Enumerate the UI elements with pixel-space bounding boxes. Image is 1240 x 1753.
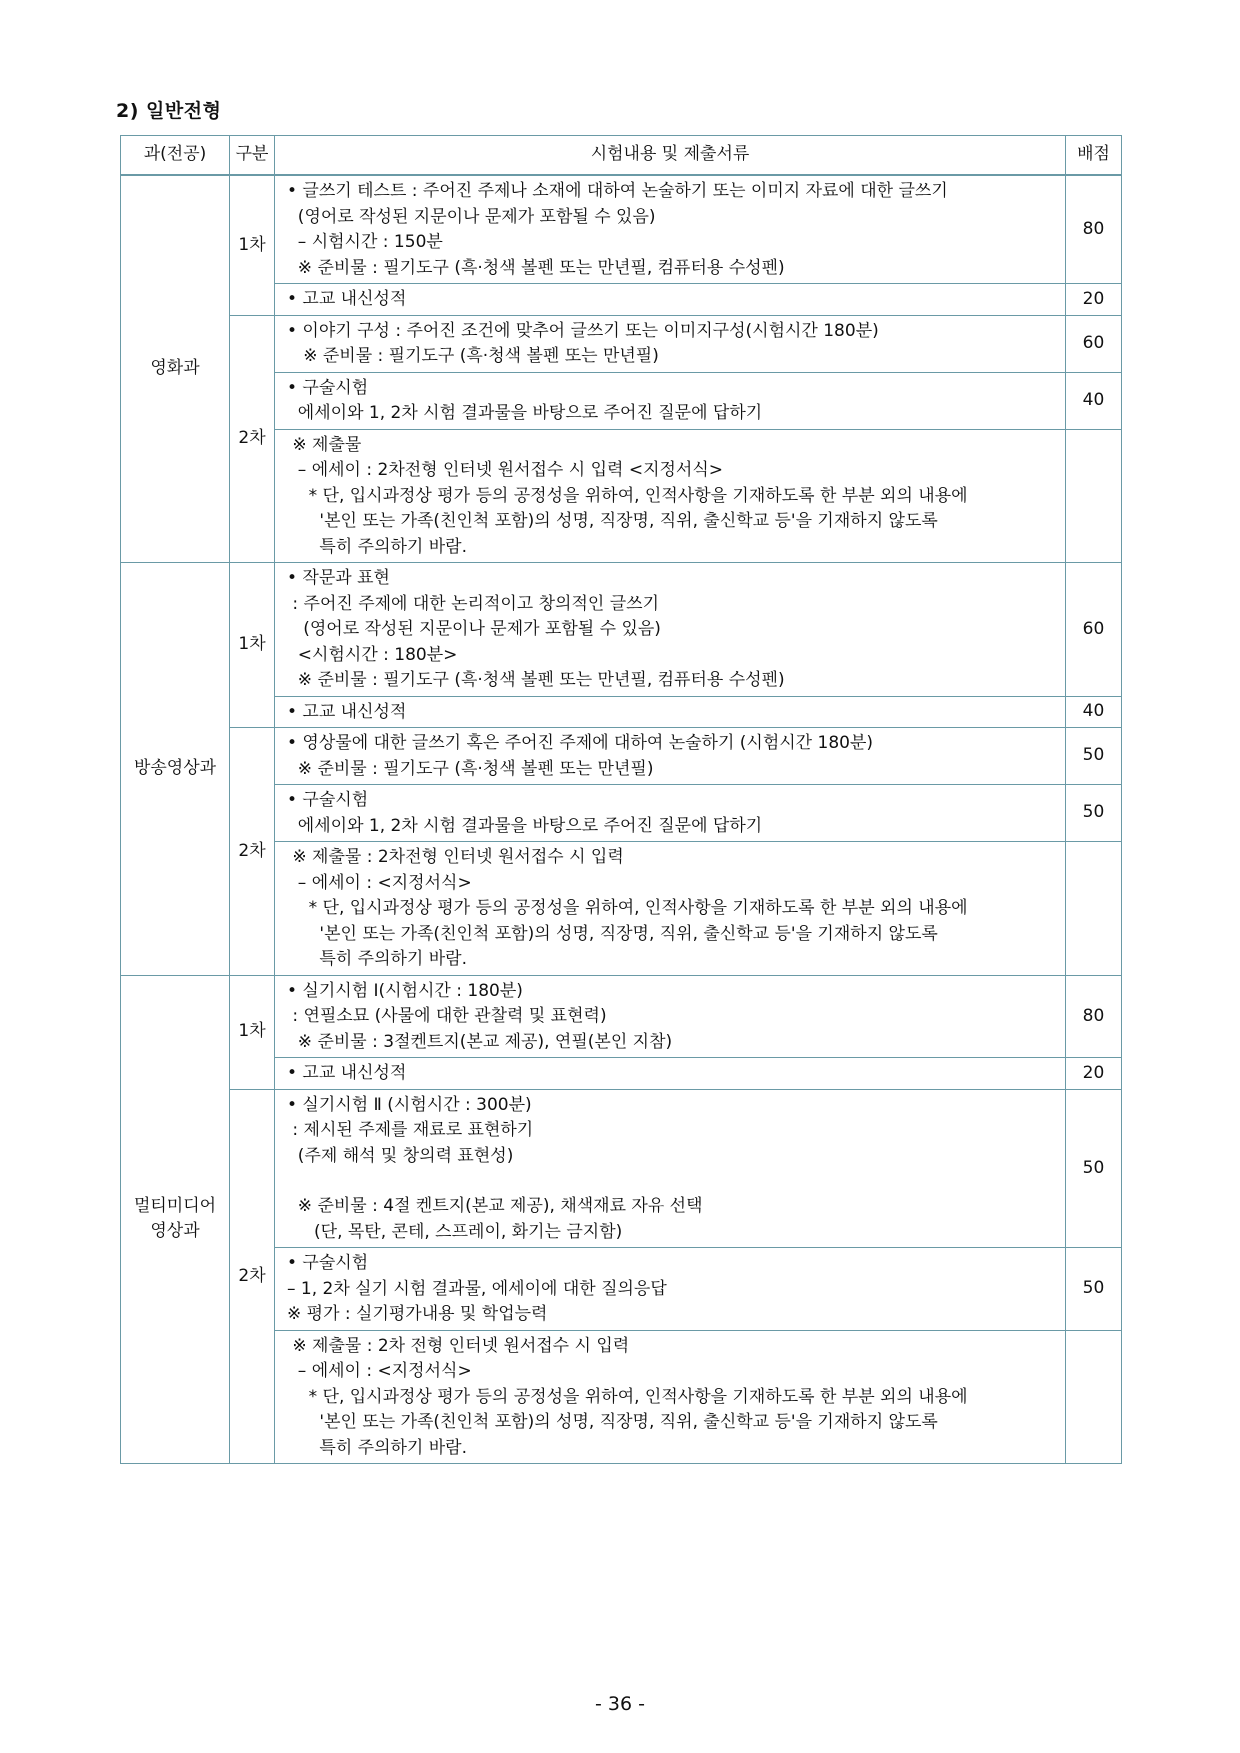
content-line: (단, 목탄, 콘테, 스프레이, 화기는 금지함) bbox=[287, 1221, 623, 1242]
content-line: • 영상물에 대한 글쓰기 혹은 주어진 주제에 대하여 논술하기 (시험시간 180분) bbox=[287, 733, 874, 753]
score-cell: 60 bbox=[1066, 563, 1122, 697]
department-cell: 멀티미디어 영상과 bbox=[121, 975, 230, 1464]
content-line: – 에세이 : <지정서식> bbox=[287, 1361, 472, 1381]
content-line: 에세이와 1, 2차 시험 결과물을 바탕으로 주어진 질문에 답하기 bbox=[287, 815, 763, 836]
score-cell: 80 bbox=[1066, 975, 1122, 1058]
content-cell bbox=[275, 315, 1066, 372]
content-cell bbox=[275, 1089, 1066, 1248]
content-line: (영어로 작성된 지문이나 문제가 포함될 수 있음) bbox=[287, 619, 661, 639]
content-line: • 실기시험 Ⅱ (시험시간 : 300분) bbox=[287, 1094, 532, 1115]
content-line: ※ 제출물 bbox=[287, 434, 362, 455]
content-line: '본인 또는 가족(친인척 포함)의 성명, 직장명, 직위, 출신학교 등'을 기재하지 않도록 bbox=[287, 923, 938, 944]
content-cell bbox=[275, 563, 1066, 697]
content-line: • 고교 내신성적 bbox=[287, 701, 407, 722]
round-cell: 2차 bbox=[230, 1089, 275, 1464]
score-cell bbox=[1066, 1330, 1122, 1464]
department-cell: 영화과 bbox=[121, 175, 230, 563]
table-row bbox=[121, 315, 1122, 372]
score-cell bbox=[1066, 842, 1122, 976]
content-line: • 구술시험 bbox=[287, 1253, 369, 1273]
department-cell: 방송영상과 bbox=[121, 563, 230, 976]
content-line: 특히 주의하기 바람. bbox=[287, 1437, 468, 1458]
content-line: * 단, 입시과정상 평가 등의 공정성을 위하여, 인적사항을 기재하도록 한 부분 외의 내용에 bbox=[287, 485, 968, 506]
header-score: 배점 bbox=[1066, 136, 1122, 176]
content-line: • 구술시험 bbox=[287, 790, 369, 810]
admission-table bbox=[120, 135, 1122, 1464]
content-line: * 단, 입시과정상 평가 등의 공정성을 위하여, 인적사항을 기재하도록 한 부분 외의 내용에 bbox=[287, 898, 968, 918]
content-line: • 이야기 구성 : 주어진 조건에 맞추어 글쓰기 또는 이미지구성(시험시간 180분) bbox=[287, 320, 879, 341]
content-cell bbox=[275, 372, 1066, 429]
content-line: : 제시된 주제를 재료로 표현하기 bbox=[287, 1120, 534, 1140]
content-line: : 연필소묘 (사물에 대한 관찰력 및 표현력) bbox=[287, 1006, 607, 1026]
score-cell: 50 bbox=[1066, 1089, 1122, 1248]
content-line: ※ 제출물 : 2차전형 인터넷 원서접수 시 입력 bbox=[287, 847, 624, 867]
score-cell bbox=[1066, 429, 1122, 563]
score-cell: 20 bbox=[1066, 1058, 1122, 1090]
table-row bbox=[121, 728, 1122, 785]
score-cell: 60 bbox=[1066, 315, 1122, 372]
content-line: ※ 준비물 : 필기도구 (흑·청색 볼펜 또는 만년필) bbox=[287, 346, 659, 366]
content-cell bbox=[275, 696, 1066, 728]
table-body bbox=[121, 175, 1122, 1464]
score-cell: 80 bbox=[1066, 175, 1122, 284]
content-cell bbox=[275, 1058, 1066, 1090]
round-cell: 1차 bbox=[230, 175, 275, 315]
section-title: 2) 일반전형 bbox=[116, 100, 222, 122]
round-cell: 2차 bbox=[230, 315, 275, 563]
content-cell bbox=[275, 1248, 1066, 1331]
table-row bbox=[121, 563, 1122, 697]
content-line: ※ 준비물 : 필기도구 (흑·청색 볼펜 또는 만년필, 컴퓨터용 수성펜) bbox=[287, 257, 785, 278]
header-content: 시험내용 및 제출서류 bbox=[275, 136, 1066, 176]
table-row bbox=[121, 175, 1122, 284]
content-line: ※ 평가 : 실기평가내용 및 학업능력 bbox=[287, 1304, 548, 1324]
content-cell bbox=[275, 429, 1066, 563]
content-line: 에세이와 1, 2차 시험 결과물을 바탕으로 주어진 질문에 답하기 bbox=[287, 403, 763, 423]
score-cell: 50 bbox=[1066, 785, 1122, 842]
table-row bbox=[121, 975, 1122, 1058]
header-round: 구분 bbox=[230, 136, 275, 176]
content-line: * 단, 입시과정상 평가 등의 공정성을 위하여, 인적사항을 기재하도록 한 부분 외의 내용에 bbox=[287, 1386, 968, 1407]
content-line: – 1, 2차 실기 시험 결과물, 에세이에 대한 질의응답 bbox=[287, 1278, 667, 1299]
content-cell bbox=[275, 842, 1066, 976]
round-cell: 1차 bbox=[230, 975, 275, 1089]
content-line: – 에세이 : <지정서식> bbox=[287, 872, 472, 893]
round-cell: 1차 bbox=[230, 563, 275, 728]
content-line: (주제 해석 및 창의력 표현성) bbox=[287, 1145, 514, 1166]
score-cell: 20 bbox=[1066, 284, 1122, 316]
content-line: '본인 또는 가족(친인척 포함)의 성명, 직장명, 직위, 출신학교 등'을 기재하지 않도록 bbox=[287, 1412, 938, 1432]
score-cell: 50 bbox=[1066, 1248, 1122, 1331]
content-line: ※ 제출물 : 2차 전형 인터넷 원서접수 시 입력 bbox=[287, 1335, 630, 1356]
score-cell: 40 bbox=[1066, 696, 1122, 728]
content-line: ※ 준비물 : 3절켄트지(본교 제공), 연필(본인 지참) bbox=[287, 1031, 673, 1052]
content-line: ※ 준비물 : 필기도구 (흑·청색 볼펜 또는 만년필, 컴퓨터용 수성펜) bbox=[287, 670, 785, 690]
round-cell: 2차 bbox=[230, 728, 275, 976]
content-cell bbox=[275, 785, 1066, 842]
content-line: – 시험시간 : 150분 bbox=[287, 232, 443, 252]
score-cell: 50 bbox=[1066, 728, 1122, 785]
content-line: 특히 주의하기 바람. bbox=[287, 536, 468, 557]
content-cell bbox=[275, 175, 1066, 284]
content-line: <시험시간 : 180분> bbox=[287, 644, 458, 665]
content-line bbox=[287, 1169, 1055, 1194]
header-dept: 과(전공) bbox=[121, 136, 230, 176]
content-cell bbox=[275, 284, 1066, 316]
content-line: '본인 또는 가족(친인척 포함)의 성명, 직장명, 직위, 출신학교 등'을 기재하지 않도록 bbox=[287, 511, 938, 531]
content-line: • 고교 내신성적 bbox=[287, 1063, 407, 1083]
content-line: (영어로 작성된 지문이나 문제가 포함될 수 있음) bbox=[287, 206, 656, 227]
content-cell bbox=[275, 728, 1066, 785]
content-line: ※ 준비물 : 4절 켄트지(본교 제공), 채색재료 자유 선택 bbox=[287, 1196, 703, 1216]
score-cell: 40 bbox=[1066, 372, 1122, 429]
content-line: • 실기시험 Ⅰ(시험시간 : 180분) bbox=[287, 980, 523, 1001]
content-cell bbox=[275, 975, 1066, 1058]
table-header-row bbox=[121, 136, 1122, 176]
content-line: 특히 주의하기 바람. bbox=[287, 949, 468, 969]
content-line: • 구술시험 bbox=[287, 377, 369, 398]
table-row bbox=[121, 1089, 1122, 1248]
content-line: : 주어진 주제에 대한 논리적이고 창의적인 글쓰기 bbox=[287, 593, 659, 614]
content-line: • 고교 내신성적 bbox=[287, 289, 407, 309]
content-line: • 글쓰기 테스트 : 주어진 주제나 소재에 대하여 논술하기 또는 이미지 자료에 대한 글쓰기 bbox=[287, 181, 948, 201]
content-cell bbox=[275, 1330, 1066, 1464]
page-number: - 36 - bbox=[595, 1693, 645, 1715]
content-line: ※ 준비물 : 필기도구 (흑·청색 볼펜 또는 만년필) bbox=[287, 758, 654, 779]
content-line: – 에세이 : 2차전형 인터넷 원서접수 시 입력 <지정서식> bbox=[287, 460, 724, 480]
content-line: • 작문과 표현 bbox=[287, 568, 390, 588]
